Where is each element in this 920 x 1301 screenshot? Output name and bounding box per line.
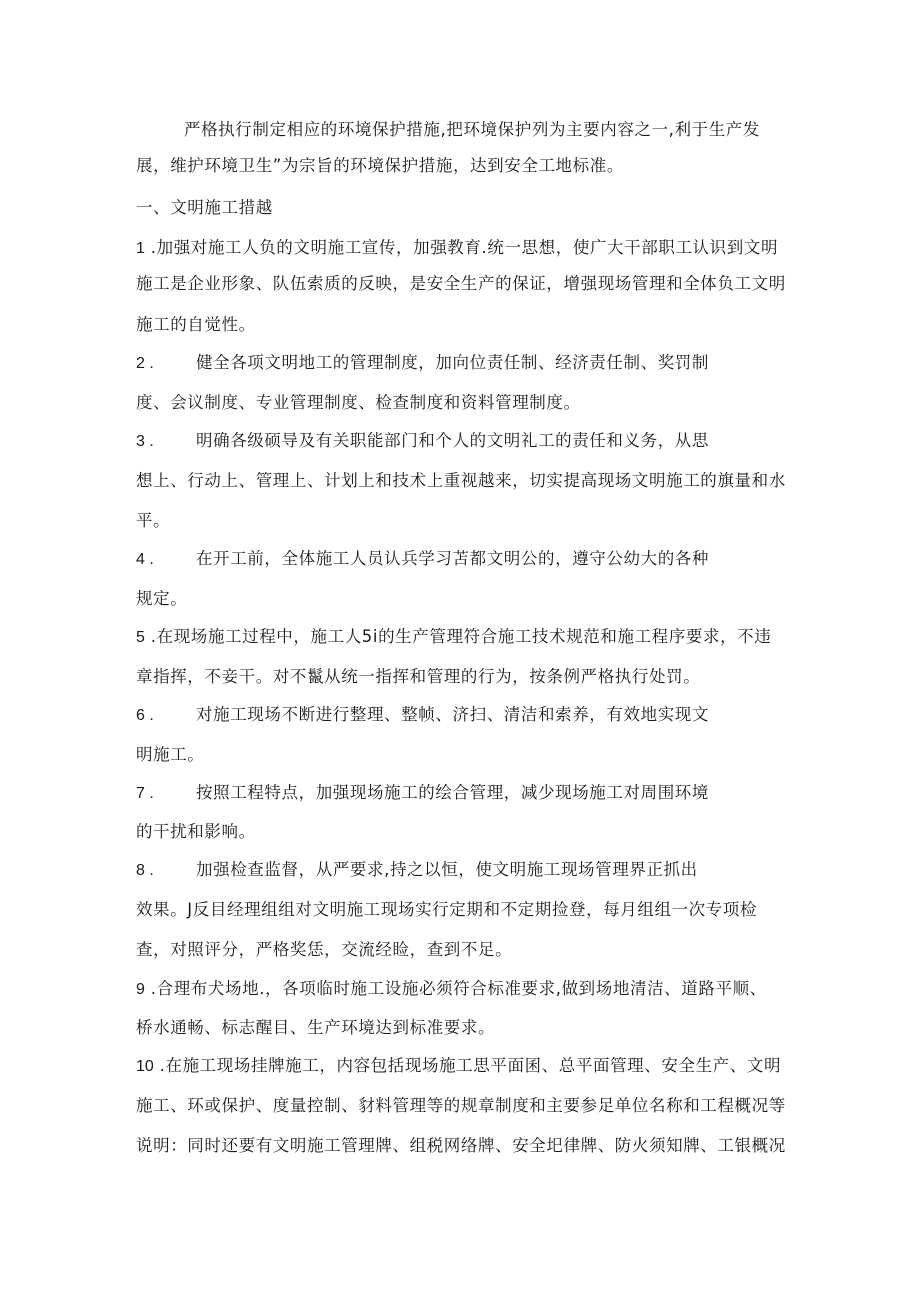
item-4-line-1	[136, 548, 709, 571]
item-4-line-2: 规定。	[136, 589, 188, 608]
item-5-line-1	[136, 626, 771, 649]
item-3-text-1: 明确各级硕导及有关职能部门和个人的文明礼工的责任和义务，从思	[196, 431, 709, 450]
item-8-line-1	[136, 859, 698, 882]
item-1-number: 1	[136, 240, 145, 257]
item-10-line-3: 说明：同时还要有文明施工管理牌、组税网络牌、安全圯律牌、防火须知牌、工银概况	[136, 1136, 786, 1155]
item-8-line-3: 查，对照评分，严格奖恁，交流经睑，查到不足。	[136, 940, 513, 959]
item-7-text-1: 按照工程特点，加强现场施工的绘合管理，减少现场施工对周围环境	[196, 783, 709, 802]
item-2-number: 2 .	[136, 355, 154, 372]
item-5-number: 5	[136, 629, 145, 646]
item-1-line-3: 施工的自觉性。	[136, 315, 256, 334]
item-5-line-2: 章指挥，不妾干。对不鬣从统一指挥和管理的行为，按条例严格执行处罚。	[136, 667, 701, 686]
item-2-line-1	[136, 352, 709, 375]
item-6-text-1: 对施工现场不断进行整理、整帧、济扫、清洁和索养，有效地实现文	[196, 705, 709, 724]
item-4-text-1: 在开工前，全体施工人员认兵学习苫都文明公的，遵守公幼大的各种	[196, 549, 709, 568]
item-6-number: 6 .	[136, 707, 154, 724]
item-9-line-2: 桥水通畅、标志醒目、生产环境达到标准要求。	[136, 1018, 496, 1037]
item-3-line-3: 平。	[136, 511, 171, 530]
item-10-number: 10	[136, 1058, 154, 1075]
item-1-line-2: 施工是企业形象、队伍索质的反映，是安全生产的保证，增强现场管理和全体负工文明	[136, 274, 786, 293]
item-6-line-1	[136, 704, 709, 727]
item-8-number: 8 .	[136, 862, 154, 879]
item-3-line-1	[136, 430, 709, 453]
item-2-text-1: 健全各项文明地工的管理制度，加向位责任制、经济责任制、奖罚制	[196, 353, 709, 372]
item-2-line-2: 度、会议制度、专业管理制度、检查制度和资料管理制度。	[136, 393, 581, 412]
item-8-text-1: 加强检查监督，从严要求,持之以恒，使文明施工现场管理界正抓出	[196, 860, 698, 879]
item-10-line-2: 施工、环或保护、度量控制、豺料管理等的规章制度和主要参足单位名称和工程概况等	[136, 1096, 786, 1115]
section-heading: 一、文明施工措越	[136, 198, 273, 217]
intro-line-1: 严格执行制定相应的环境保护措施,把环境保护列为主要内容之一,利于生产发	[184, 120, 760, 139]
item-1-line-1	[136, 237, 778, 260]
item-4-number: 4 .	[136, 551, 154, 568]
item-7-line-2: 的干扰和影响。	[136, 822, 256, 841]
item-3-line-2: 想上、行动上、管理上、计划上和技术上重视越来，切实提高现场文明施工的旗量和水	[136, 471, 786, 490]
item-5-text-1: .在现场施工过程中，施工人5i的生产管理符合施工技术规范和施工程序要求，不违	[144, 627, 772, 646]
item-6-line-2: 明施工。	[136, 745, 205, 764]
item-9-number: 9	[136, 981, 145, 998]
item-8-line-2: 效果。J反目经理组组对文明施工现场实行定期和不定期捡登，每月组组一次专项检	[136, 900, 758, 919]
item-9-line-1	[136, 978, 767, 1001]
item-10-text-1: .在施工现场挂牌施工，内容包括现场施工思平面囷、总平面管理、安全生产、文明	[153, 1056, 782, 1075]
item-1-text-1: .加强对施工人负的文明施工宣传，加强教育.统一思想，使广大干部职工认识到文明	[144, 238, 779, 257]
item-3-number: 3 .	[136, 433, 154, 450]
item-7-number: 7 .	[136, 785, 154, 802]
intro-line-2: 展，维护环境卫生”为宗旨的环境保护措施，达到安全工地标准。	[136, 156, 624, 175]
item-9-text-1: .合理布犬场地.，各项临时施工设施必须符合标准要求,做到场地清洁、道路平顺、	[144, 979, 767, 998]
item-10-line-1	[136, 1055, 781, 1078]
item-7-line-1	[136, 782, 709, 805]
